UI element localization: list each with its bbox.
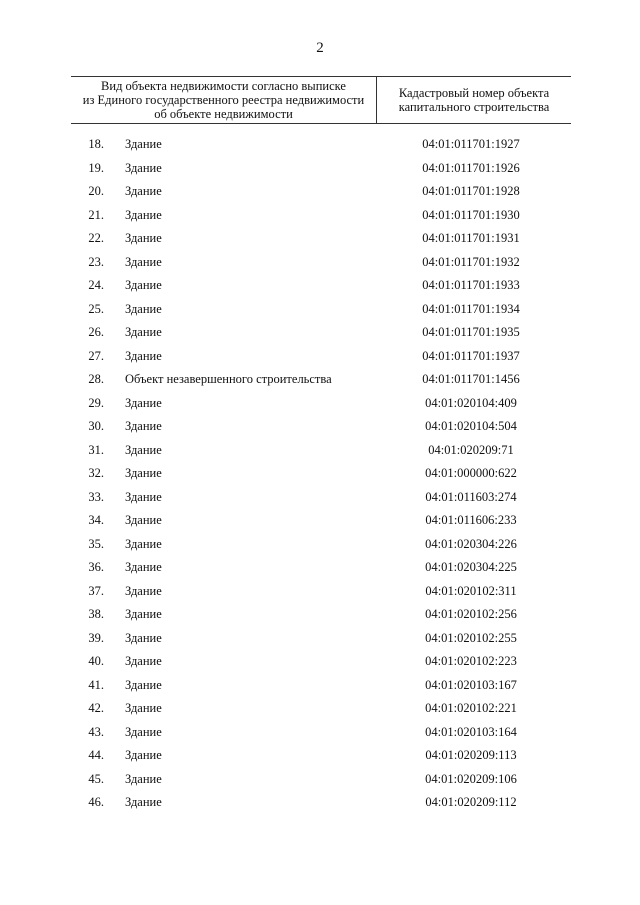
row-object-type: Здание — [125, 513, 162, 527]
row-cadastral-number: 04:01:000000:622 — [425, 466, 517, 480]
table-row — [0, 392, 640, 416]
table-body — [0, 133, 640, 815]
row-object-type: Здание — [125, 207, 162, 222]
table-row — [0, 462, 640, 486]
row-number: 44. — [88, 748, 104, 762]
row-number: 20. — [88, 184, 104, 198]
table-row — [0, 721, 640, 745]
row-cadastral-number: 04:01:020104:504 — [425, 419, 517, 433]
row-object-type: Здание — [125, 442, 162, 457]
header-cadastral-number — [377, 77, 571, 123]
header-object-type-line: из Единого государственного реестра недвижимости — [82, 93, 365, 107]
row-number: 23. — [88, 254, 104, 269]
table-row — [0, 298, 640, 322]
row-object-type: Здание — [125, 160, 162, 175]
page-number: 2 — [316, 40, 324, 56]
row-number: 43. — [88, 724, 104, 739]
row-object-type: Здание — [125, 677, 162, 692]
header-cadastral-line: Кадастровый номер объекта — [398, 86, 550, 100]
header-cadastral-line: капитального строительства — [398, 100, 550, 114]
row-cadastral-number: 04:01:020304:226 — [425, 536, 517, 551]
row-cadastral-number: 04:01:011701:1927 — [422, 137, 520, 151]
table-row — [0, 345, 640, 369]
row-object-type: Здание — [125, 795, 162, 809]
row-number: 38. — [88, 607, 104, 621]
row-object-type: Здание — [125, 771, 162, 786]
row-cadastral-number: 04:01:011701:1935 — [422, 325, 520, 339]
row-number: 46. — [88, 795, 104, 809]
table-row — [0, 768, 640, 792]
row-object-type: Здание — [125, 536, 162, 551]
row-cadastral-number: 04:01:011701:1931 — [422, 231, 520, 245]
row-object-type: Здание — [125, 254, 162, 269]
row-number: 45. — [88, 771, 104, 786]
row-cadastral-number: 04:01:020102:256 — [425, 607, 517, 621]
table-row — [0, 603, 640, 627]
table-row — [0, 415, 640, 439]
row-cadastral-number: 04:01:020102:311 — [425, 583, 517, 598]
row-number: 39. — [88, 630, 104, 645]
row-object-type: Здание — [125, 654, 162, 668]
row-object-type: Здание — [125, 466, 162, 480]
row-object-type: Здание — [125, 278, 162, 292]
row-number: 36. — [88, 560, 104, 574]
row-object-type: Здание — [125, 348, 162, 363]
row-number: 18. — [88, 137, 104, 151]
header-object-type-line: об объекте недвижимости — [154, 107, 293, 121]
row-object-type: Здание — [125, 301, 162, 316]
table-row — [0, 650, 640, 674]
row-number: 33. — [88, 489, 104, 504]
table-row — [0, 627, 640, 651]
table-row — [0, 368, 640, 392]
table-row — [0, 180, 640, 204]
row-object-type: Здание — [125, 583, 162, 598]
row-number: 35. — [88, 536, 104, 551]
row-number: 34. — [88, 513, 104, 527]
row-object-type: Здание — [125, 395, 162, 410]
row-object-type: Здание — [125, 560, 162, 574]
header-object-type — [71, 77, 377, 123]
row-cadastral-number: 04:01:011603:274 — [425, 489, 517, 504]
row-object-type: Здание — [125, 184, 162, 198]
table-row — [0, 321, 640, 345]
row-object-type: Здание — [125, 724, 162, 739]
row-cadastral-number: 04:01:011701:1926 — [422, 160, 520, 175]
row-number: 27. — [88, 348, 104, 363]
row-number: 41. — [88, 677, 104, 692]
row-object-type: Здание — [125, 325, 162, 339]
row-object-type: Здание — [125, 489, 162, 504]
table-row — [0, 674, 640, 698]
row-cadastral-number: 04:01:020102:223 — [425, 654, 517, 668]
row-cadastral-number: 04:01:011701:1928 — [422, 184, 520, 198]
row-cadastral-number: 04:01:011701:1932 — [422, 254, 520, 269]
table-row — [0, 580, 640, 604]
row-number: 22. — [88, 231, 104, 245]
row-object-type: Здание — [125, 231, 162, 245]
row-cadastral-number: 04:01:020209:71 — [428, 442, 514, 457]
row-cadastral-number: 04:01:011606:233 — [425, 513, 517, 527]
row-cadastral-number: 04:01:011701:1456 — [422, 372, 520, 386]
row-object-type: Здание — [125, 630, 162, 645]
row-number: 26. — [88, 325, 104, 339]
row-number: 42. — [88, 701, 104, 715]
row-object-type: Здание — [125, 701, 162, 715]
row-cadastral-number: 04:01:020103:164 — [425, 724, 517, 739]
table-row — [0, 791, 640, 815]
table-row — [0, 744, 640, 768]
table-header — [71, 76, 571, 124]
row-object-type: Здание — [125, 748, 162, 762]
row-object-type: Здание — [125, 607, 162, 621]
row-cadastral-number: 04:01:020104:409 — [425, 395, 517, 410]
row-number: 19. — [88, 160, 104, 175]
row-object-type: Объект незавершенного строительства — [125, 372, 332, 386]
row-cadastral-number: 04:01:011701:1933 — [422, 278, 520, 292]
row-object-type: Здание — [125, 419, 162, 433]
row-object-type: Здание — [125, 137, 162, 151]
table-row — [0, 133, 640, 157]
header-object-type-line: Вид объекта недвижимости согласно выписке — [101, 79, 346, 93]
row-cadastral-number: 04:01:020304:225 — [425, 560, 517, 574]
row-number: 21. — [88, 207, 104, 222]
row-number: 40. — [88, 654, 104, 668]
table-row — [0, 533, 640, 557]
row-cadastral-number: 04:01:020209:112 — [425, 795, 517, 809]
row-number: 25. — [88, 301, 104, 316]
table-row — [0, 227, 640, 251]
table-row — [0, 486, 640, 510]
row-number: 28. — [88, 372, 104, 386]
row-number: 30. — [88, 419, 104, 433]
table-row — [0, 697, 640, 721]
table-row — [0, 556, 640, 580]
row-cadastral-number: 04:01:020102:221 — [425, 701, 517, 715]
row-cadastral-number: 04:01:020103:167 — [425, 677, 517, 692]
table-row — [0, 509, 640, 533]
row-cadastral-number: 04:01:011701:1934 — [422, 301, 520, 316]
row-cadastral-number: 04:01:020209:113 — [425, 748, 517, 762]
row-number: 31. — [88, 442, 104, 457]
table-row — [0, 157, 640, 181]
table-row — [0, 251, 640, 275]
row-cadastral-number: 04:01:011701:1930 — [422, 207, 520, 222]
row-number: 32. — [88, 466, 104, 480]
row-cadastral-number: 04:01:020209:106 — [425, 771, 517, 786]
row-cadastral-number: 04:01:011701:1937 — [422, 348, 520, 363]
table-row — [0, 274, 640, 298]
row-number: 29. — [88, 395, 104, 410]
row-number: 24. — [88, 278, 104, 292]
table-row — [0, 204, 640, 228]
row-number: 37. — [88, 583, 104, 598]
table-row — [0, 439, 640, 463]
row-cadastral-number: 04:01:020102:255 — [425, 630, 517, 645]
